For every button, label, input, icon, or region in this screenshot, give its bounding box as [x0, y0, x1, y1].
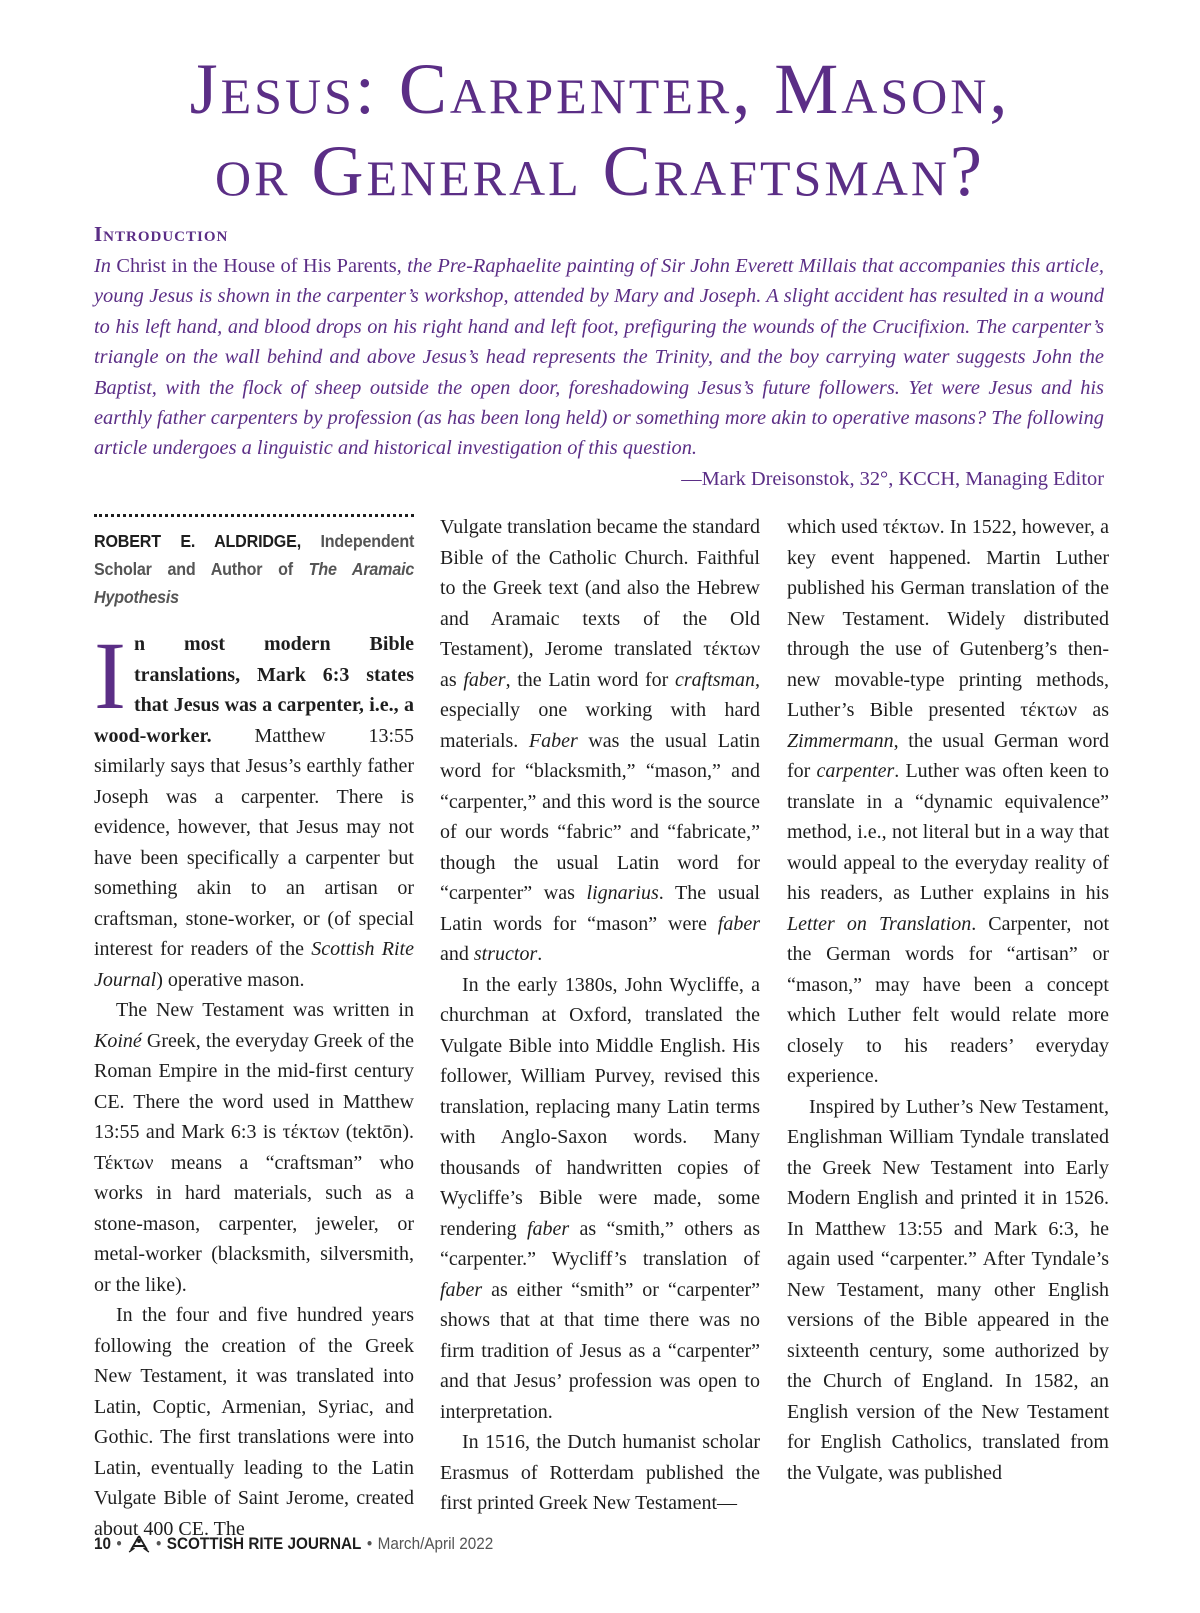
introduction-section [94, 222, 1104, 494]
paragraph-text: Matthew 13:55 similarly says that Jesus’s earthly father Joseph was a carpenter. There is evidence, however, that Jesus may not have been specifically a carpenter but something akin to an artisan or craftsman, stone-worker, or (of special interest for readers of the [94, 724, 414, 960]
latin-term: faber [440, 1278, 483, 1301]
paragraph-text: as either “smith” or “carpenter” shows that at that time there was no firm tradition of Jesus as a “carpenter” and that Jesus’ profession was open to interpretation. [440, 1278, 760, 1423]
article-column-3 [787, 512, 1109, 1488]
author-name: ROBERT E. ALDRIDGE, [94, 531, 301, 551]
latin-term: Faber [528, 729, 578, 752]
introduction-heading: Introduction [94, 222, 229, 246]
latin-term: faber [463, 668, 506, 691]
paragraph-text: The New Testament was written in [116, 999, 414, 1021]
title-line-2: or General Craftsman? [215, 131, 985, 211]
luther-work-title: Letter on Translation [787, 912, 972, 935]
paragraph-text: as “smith,” others as “carpenter.” Wycliff’s translation of [440, 1217, 760, 1270]
page-number: 10 [94, 1534, 112, 1553]
title-line-1: Jesus: Carpenter, Mason, [189, 49, 1011, 129]
journal-name: SCOTTISH RITE JOURNAL [166, 1534, 362, 1553]
footer-separator: • [116, 1534, 122, 1553]
issue-date: March/April 2022 [377, 1534, 494, 1553]
paragraph-text: Greek, the everyday Greek of the Roman Empire in the mid-first century CE. There the word used in Matthew 13:55 and Mark 6:3 is τέκτων (tektōn). Τέκτων means a “craftsman” who works in hard materials, such as a stone-mason, carpenter, jeweler, or metal-worker (blacksmith, silversmith, or the like). [94, 1029, 414, 1296]
author-book-title: The Aramaic Hypothesis [94, 559, 415, 607]
paragraph-text: and [440, 943, 474, 965]
dotted-divider [94, 514, 414, 517]
paragraph-text: , the usual German word for [787, 729, 1109, 782]
paragraph-text: . [537, 943, 543, 965]
latin-term: lignarius [586, 882, 659, 904]
paragraph-text: . The usual Latin words for “mason” were [440, 882, 760, 935]
article-paragraph-5-start [440, 1427, 760, 1519]
intro-text-part: In [94, 255, 117, 277]
latin-term: structor [473, 943, 538, 965]
lead-text: n most modern Bible translations, Mark 6:3 states that Jesus was a carpenter, i.e., a wood-worker. [94, 633, 414, 747]
double-eagle-emblem-icon [127, 1534, 150, 1554]
author-byline [94, 527, 414, 611]
latin-term: faber [526, 1217, 570, 1240]
author-affiliation: Independent Scholar and Author of [94, 531, 415, 579]
article-paragraph-6: Inspired by Luther’s New Testament, Englishman William Tyndale translated the Greek New Testament into Early Modern English and printed it in 1526. In Matthew 13:55 and Mark 6:3, he again used “carpenter.” After Tyndale’s New Testament, many other English versions of the Bible appeared in the sixteenth century, some authorized by the Church of England. In 1582, an English version of the New Testament for English Catholics, translated from the Vulgate, was published [787, 1095, 1109, 1484]
paragraph-text: ) operative mason. [156, 968, 305, 991]
journal-reference: Scottish Rite Journal [94, 938, 414, 991]
latin-term: faber [717, 912, 760, 935]
article-title [60, 48, 1140, 212]
paragraph-text: In the early 1380s, John Wycliffe, a churchman at Oxford, translated the Vulgate Bible into Middle English. His follower, William Purvey, revised this translation, replacing many Latin terms with Anglo-Saxon words. Many thousands of handwritten copies of Wycliffe’s Bible were made, some rendering [440, 973, 760, 1240]
german-term: Zimmermann [787, 729, 894, 752]
painting-title: Christ in the House of His Parents [116, 255, 397, 277]
article-column-1 [94, 514, 414, 1544]
page-footer [94, 1534, 493, 1554]
introduction-text [94, 251, 1104, 464]
paragraph-text: . Carpenter, not the German words for “artisan” or “mason,” may have been a concept which Luther felt would relate more closely to his readers’ everyday experience. [787, 912, 1110, 1087]
koine-term: Koiné [94, 1029, 142, 1052]
paragraph-text: In 1516, the Dutch humanist scholar Erasmus of Rotterdam published the first printed Greek New Testament— [440, 1431, 760, 1514]
drop-cap: I [94, 622, 126, 729]
editor-signature: —Mark Dreisonstok, 32°, KCCH, Managing Editor [681, 467, 1104, 490]
footer-separator: • [155, 1534, 162, 1553]
article-paragraph-3-continued [440, 512, 760, 970]
article-column-2 [440, 512, 760, 1519]
intro-text-part: , the Pre-Raphaelite painting of Sir John Everett Millais that accompanies this article, young Jesus is shown in the carpenter’s workshop, attended by Mary and Joseph. A slight accident has resulted in a wound to his left hand, and blood drops on his right hand and left foot, prefiguring the wounds of the Crucifixion. The carpenter’s triangle on the wall behind and above Jesus’s head represents the Trinity, and the boy carrying water suggests John the Baptist, with the flock of sheep outside the open door, foreshadowing Jesus’s future followers. Yet were Jesus and his earthly father carpenters by profession (as has been long held) or something more akin to operative masons? The following article undergoes a linguistic and historical investigation of this question. [94, 255, 1104, 460]
paragraph-text: , especially one working with hard materials. [440, 668, 760, 752]
footer-separator: • [366, 1534, 373, 1553]
paragraph-text: which used τέκτων. In 1522, however, a key event happened. Martin Luther published his German translation of the New Testament. Widely distributed through the use of Gutenberg’s then-new movable-type printing methods, Luther’s Bible presented τέκτων as [787, 516, 1109, 721]
article-paragraph-5-continued [787, 512, 1109, 1092]
article-paragraph-1 [94, 622, 414, 995]
article-paragraph-2 [94, 995, 414, 1300]
paragraph-text: Vulgate translation became the standard Bible of the Catholic Church. Faithful to the Greek text (and also the Hebrew and Aramaic texts of the Old Testament), Jerome translated τέκτων as [440, 516, 760, 691]
german-term: carpenter [816, 760, 895, 782]
paragraph-text: was the usual Latin word for “blacksmith,” “mason,” and “carpenter,” and this word is the source of our words “fabric” and “fabricate,” though the usual Latin word for “carpenter” was [440, 729, 760, 904]
latin-term: craftsman [675, 668, 755, 691]
paragraph-text: In the four and five hundred years following the creation of the Greek New Testament, it was translated into Latin, Coptic, Armenian, Syriac, and Gothic. The first translations were into Latin, eventually leading to the Latin Vulgate Bible of Saint Jerome, created about 400 CE. The [94, 1304, 414, 1540]
paragraph-text: , the Latin word for [505, 668, 675, 691]
paragraph-text: . Luther was often keen to translate in a “dynamic equivalence” method, i.e., not literal but in a way that would appeal to the everyday reality of his readers, as Luther explains in his [787, 760, 1109, 904]
article-paragraph-4 [440, 970, 760, 1428]
article-paragraph-3-start [94, 1300, 414, 1544]
